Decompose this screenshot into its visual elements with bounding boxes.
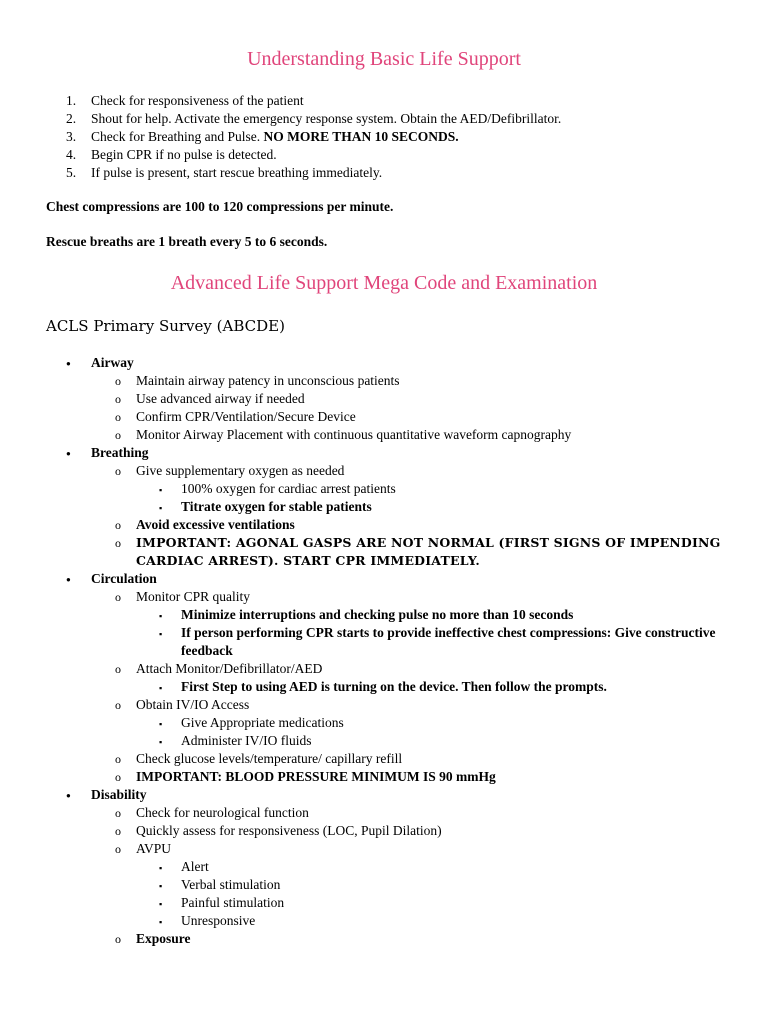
list-item <box>0 714 768 732</box>
list-item <box>0 840 768 858</box>
list-item <box>0 372 768 390</box>
square-bullet-icon: ▪ <box>159 719 163 729</box>
list-item-text: IMPORTANT: AGONAL GASPS ARE NOT NORMAL (FIRST SIGNS OF IMPENDING CARDIAC ARREST). START CPR IMMEDIATELY. <box>136 535 721 568</box>
bls-title: Understanding Basic Life Support <box>247 48 521 70</box>
list-item <box>0 858 768 876</box>
disc-bullet-icon: ● <box>66 359 71 368</box>
list-item: 5. If pulse is present, start rescue breathing immediately. <box>66 165 383 180</box>
list-item-text: Monitor CPR quality <box>136 589 251 604</box>
list-item <box>0 750 768 768</box>
compressions-note: Chest compressions are 100 to 120 compressions per minute. <box>46 199 394 214</box>
disc-bullet-icon: ● <box>66 575 71 584</box>
list-item-text: Avoid excessive ventilations <box>136 517 295 532</box>
list-item <box>0 822 768 840</box>
list-item <box>0 768 768 786</box>
list-item-text: Use advanced airway if needed <box>136 391 305 406</box>
bls-steps <box>0 92 768 182</box>
acls-survey-list <box>0 354 768 948</box>
list-item-text: Administer IV/IO fluids <box>181 733 312 748</box>
list-item <box>0 930 768 948</box>
list-item-text: Obtain IV/IO Access <box>136 697 250 712</box>
list-item <box>0 786 768 804</box>
square-bullet-icon: ▪ <box>159 863 163 873</box>
list-item-text: Attach Monitor/Defibrillator/AED <box>136 661 323 676</box>
circle-bullet-icon: o <box>115 464 121 478</box>
circle-bullet-icon: o <box>115 410 121 424</box>
list-item <box>0 444 768 462</box>
square-bullet-icon: ▪ <box>159 683 163 693</box>
list-item-text: Disability <box>91 787 147 802</box>
circle-bullet-icon: o <box>115 428 121 442</box>
list-item <box>0 606 768 624</box>
list-item <box>0 732 768 750</box>
list-item <box>0 624 768 660</box>
list-item-text: Check glucose levels/temperature/ capillary refill <box>136 751 403 766</box>
list-item-text: Painful stimulation <box>181 895 285 910</box>
list-item-text: Unresponsive <box>181 913 256 928</box>
circle-bullet-icon: o <box>115 806 121 820</box>
list-item <box>0 912 768 930</box>
circle-bullet-icon: o <box>115 590 121 604</box>
circle-bullet-icon: o <box>115 536 121 550</box>
list-item-text: Alert <box>181 859 209 874</box>
list-item <box>0 588 768 606</box>
breaths-note: Rescue breaths are 1 breath every 5 to 6 seconds. <box>46 234 328 249</box>
list-item <box>0 570 768 588</box>
list-item-text: Airway <box>91 355 134 370</box>
list-item <box>0 354 768 372</box>
list-item-text: If person performing CPR starts to provide ineffective chest compressions: Give constructive feedback <box>181 625 716 658</box>
square-bullet-icon: ▪ <box>159 629 163 639</box>
list-item-text: Confirm CPR/Ventilation/Secure Device <box>136 409 356 424</box>
circle-bullet-icon: o <box>115 842 121 856</box>
list-item-text: IMPORTANT: BLOOD PRESSURE MINIMUM IS 90 mmHg <box>136 769 496 784</box>
circle-bullet-icon: o <box>115 752 121 766</box>
circle-bullet-icon: o <box>115 518 121 532</box>
list-item: 3. Check for Breathing and Pulse. NO MORE THAN 10 SECONDS. <box>66 129 459 144</box>
square-bullet-icon: ▪ <box>159 485 163 495</box>
square-bullet-icon: ▪ <box>159 737 163 747</box>
list-item-text: Give supplementary oxygen as needed <box>136 463 345 478</box>
list-item <box>0 876 768 894</box>
list-item <box>0 696 768 714</box>
circle-bullet-icon: o <box>115 698 121 712</box>
circle-bullet-icon: o <box>115 770 121 784</box>
square-bullet-icon: ▪ <box>159 503 163 513</box>
list-item-text: Titrate oxygen for stable patients <box>181 499 372 514</box>
list-item-text: 100% oxygen for cardiac arrest patients <box>181 481 396 496</box>
list-item-text: Circulation <box>91 571 157 586</box>
list-item <box>0 426 768 444</box>
list-item-text: Minimize interruptions and checking pulse no more than 10 seconds <box>181 607 574 622</box>
list-item <box>0 894 768 912</box>
circle-bullet-icon: o <box>115 662 121 676</box>
list-item <box>0 804 768 822</box>
list-item-text: Give Appropriate medications <box>181 715 344 730</box>
list-item: 2. Shout for help. Activate the emergency response system. Obtain the AED/Defibrillator. <box>66 111 562 126</box>
list-item <box>0 390 768 408</box>
list-item <box>0 480 768 498</box>
list-item <box>0 660 768 678</box>
square-bullet-icon: ▪ <box>159 899 163 909</box>
list-item-text: Quickly assess for responsiveness (LOC, Pupil Dilation) <box>136 823 442 838</box>
list-item-text: AVPU <box>136 841 172 856</box>
circle-bullet-icon: o <box>115 824 121 838</box>
acls-title: Advanced Life Support Mega Code and Examination <box>170 272 598 294</box>
list-item <box>0 498 768 516</box>
list-item <box>0 408 768 426</box>
list-item-text: First Step to using AED is turning on the device. Then follow the prompts. <box>181 679 607 694</box>
disc-bullet-icon: ● <box>66 449 71 458</box>
circle-bullet-icon: o <box>115 932 121 946</box>
square-bullet-icon: ▪ <box>159 611 163 621</box>
list-item-text: Monitor Airway Placement with continuous quantitative waveform capnography <box>136 427 572 442</box>
list-item-text: Check for neurological function <box>136 805 309 820</box>
circle-bullet-icon: o <box>115 374 121 388</box>
list-item <box>0 678 768 696</box>
list-item <box>0 462 768 480</box>
list-item <box>0 534 768 570</box>
list-item-text: Exposure <box>136 931 191 946</box>
list-item <box>0 516 768 534</box>
circle-bullet-icon: o <box>115 392 121 406</box>
square-bullet-icon: ▪ <box>159 881 163 891</box>
list-item-text: Breathing <box>91 445 149 460</box>
square-bullet-icon: ▪ <box>159 917 163 927</box>
list-item: 1. Check for responsiveness of the patient <box>66 93 304 108</box>
list-item: 4. Begin CPR if no pulse is detected. <box>66 147 277 162</box>
disc-bullet-icon: ● <box>66 791 71 800</box>
list-item-text: Verbal stimulation <box>181 877 281 892</box>
list-item-text: Maintain airway patency in unconscious patients <box>136 373 400 388</box>
acls-subtitle: ACLS Primary Survey (ABCDE) <box>46 317 285 335</box>
